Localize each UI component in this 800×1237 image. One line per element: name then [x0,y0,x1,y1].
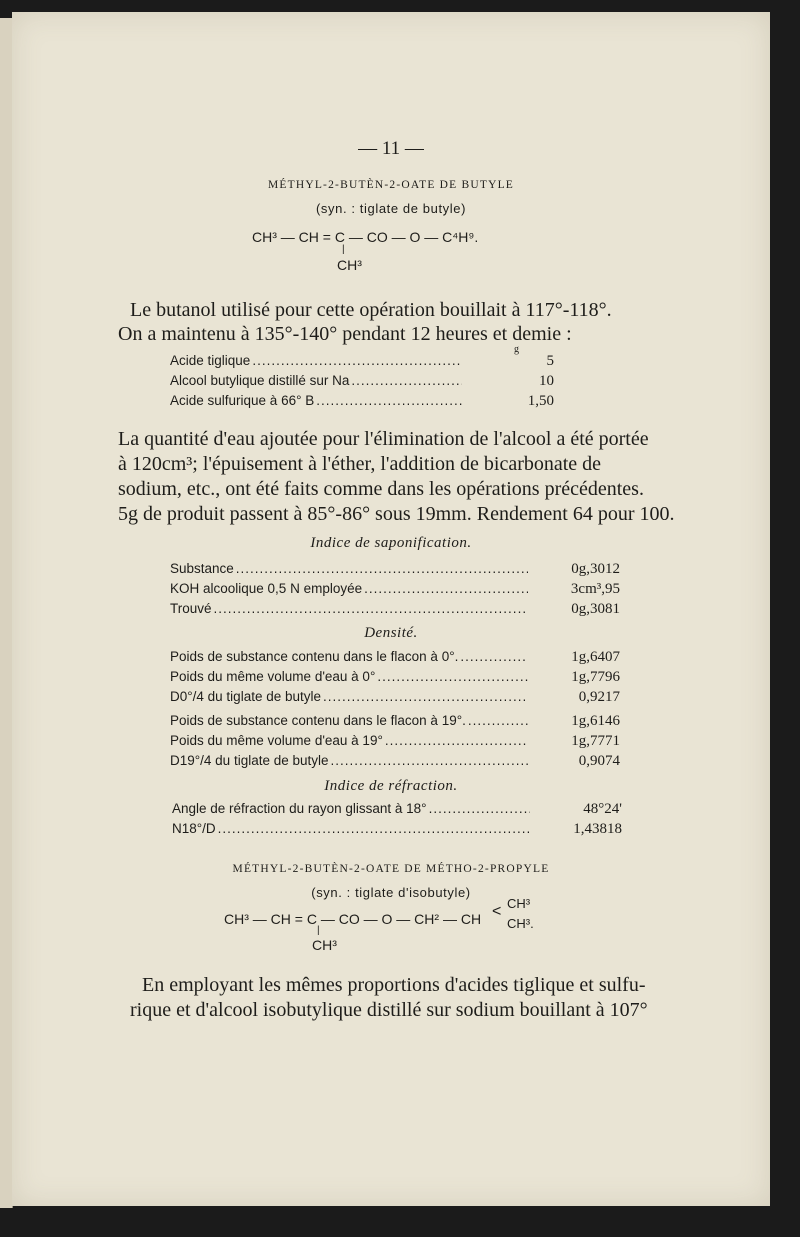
table-row: Poids de substance contenu dans le flacon à 0°. ..... 1g,6407 [170,649,620,666]
paragraph-line: La quantité d'eau ajoutée pour l'élimination de l'alcool a été portée [118,428,649,450]
table-row: Poids du même volume d'eau à 19° ..... 1g,7771 [170,733,620,750]
table-row: N18°/D ..... 1,43818 [172,821,622,838]
table-row: Poids de substance contenu dans le flacon à 19°. ..... 1g,6146 [170,713,620,730]
subsection-title: Densité. [364,625,418,641]
paragraph-line: sodium, etc., ont été faits comme dans les opérations précédentes. [118,478,644,500]
table-row: Substance ..... 0g,3012 [170,561,620,578]
synonym-line: (syn. : tiglate d'isobutyle) [311,885,471,900]
table-row: Angle de réfraction du rayon glissant à 18° ..... 48°24' [172,801,622,818]
table-row: KOH alcoolique 0,5 N employée ..... 3cm³,95 [170,581,620,598]
table-row: Acide tiglique ..... 5 [170,353,554,370]
paragraph-line: En employant les mêmes proportions d'acides tiglique et sulfu- [142,974,646,996]
section-heading: MÉTHYL-2-BUTÈN-2-OATE DE MÉTHO-2-PROPYLE [232,863,550,875]
subsection-title: Indice de réfraction. [324,778,458,794]
chemical-formula: CH³ — CH = C — CO — O — CH² — CH [224,911,482,927]
formula-branch-bottom: CH³. [507,916,534,931]
paragraph-line: rique et d'alcool isobutylique distillé sur sodium bouillant à 107° [130,999,648,1021]
table-row: Acide sulfurique à 66° B ..... 1,50 [170,393,554,410]
chemical-formula: CH³ — CH = C — CO — O — C⁴H⁹. [252,229,479,245]
formula-branch: CH³ [312,937,337,953]
formula-bond: | [342,244,345,255]
table-row: Poids du même volume d'eau à 0° ..... 1g,7796 [170,669,620,686]
unit-label: g [514,344,519,355]
page-number: — 11 — [358,138,424,159]
table-row: D19°/4 du tiglate de butyle ..... 0,9074 [170,753,620,770]
table-row: Trouvé ..... 0g,3081 [170,601,620,618]
book-page [12,12,770,1206]
subsection-title: Indice de saponification. [310,535,472,551]
formula-branch: CH³ [337,257,362,273]
table-row: Alcool butylique distillé sur Na ..... 10 [170,373,554,390]
paragraph-line: On a maintenu à 135°-140° pendant 12 heures et demie : [118,323,572,345]
formula-branch-top: CH³ [507,896,531,911]
paragraph-line: à 120cm³; l'épuisement à l'éther, l'addition de bicarbonate de [118,453,602,475]
formula-bond: | [317,925,320,936]
paragraph-line: 5g de produit passent à 85°-86° sous 19mm. Rendement 64 pour 100. [118,503,675,525]
formula-bracket: < [492,903,502,920]
paragraph-line: Le butanol utilisé pour cette opération bouillait à 117°-118°. [130,299,612,321]
table-row: D0°/4 du tiglate de butyle ..... 0,9217 [170,689,620,706]
section-heading: MÉTHYL-2-BUTÈN-2-OATE DE BUTYLE [267,179,515,191]
synonym-line: (syn. : tiglate de butyle) [316,201,466,216]
